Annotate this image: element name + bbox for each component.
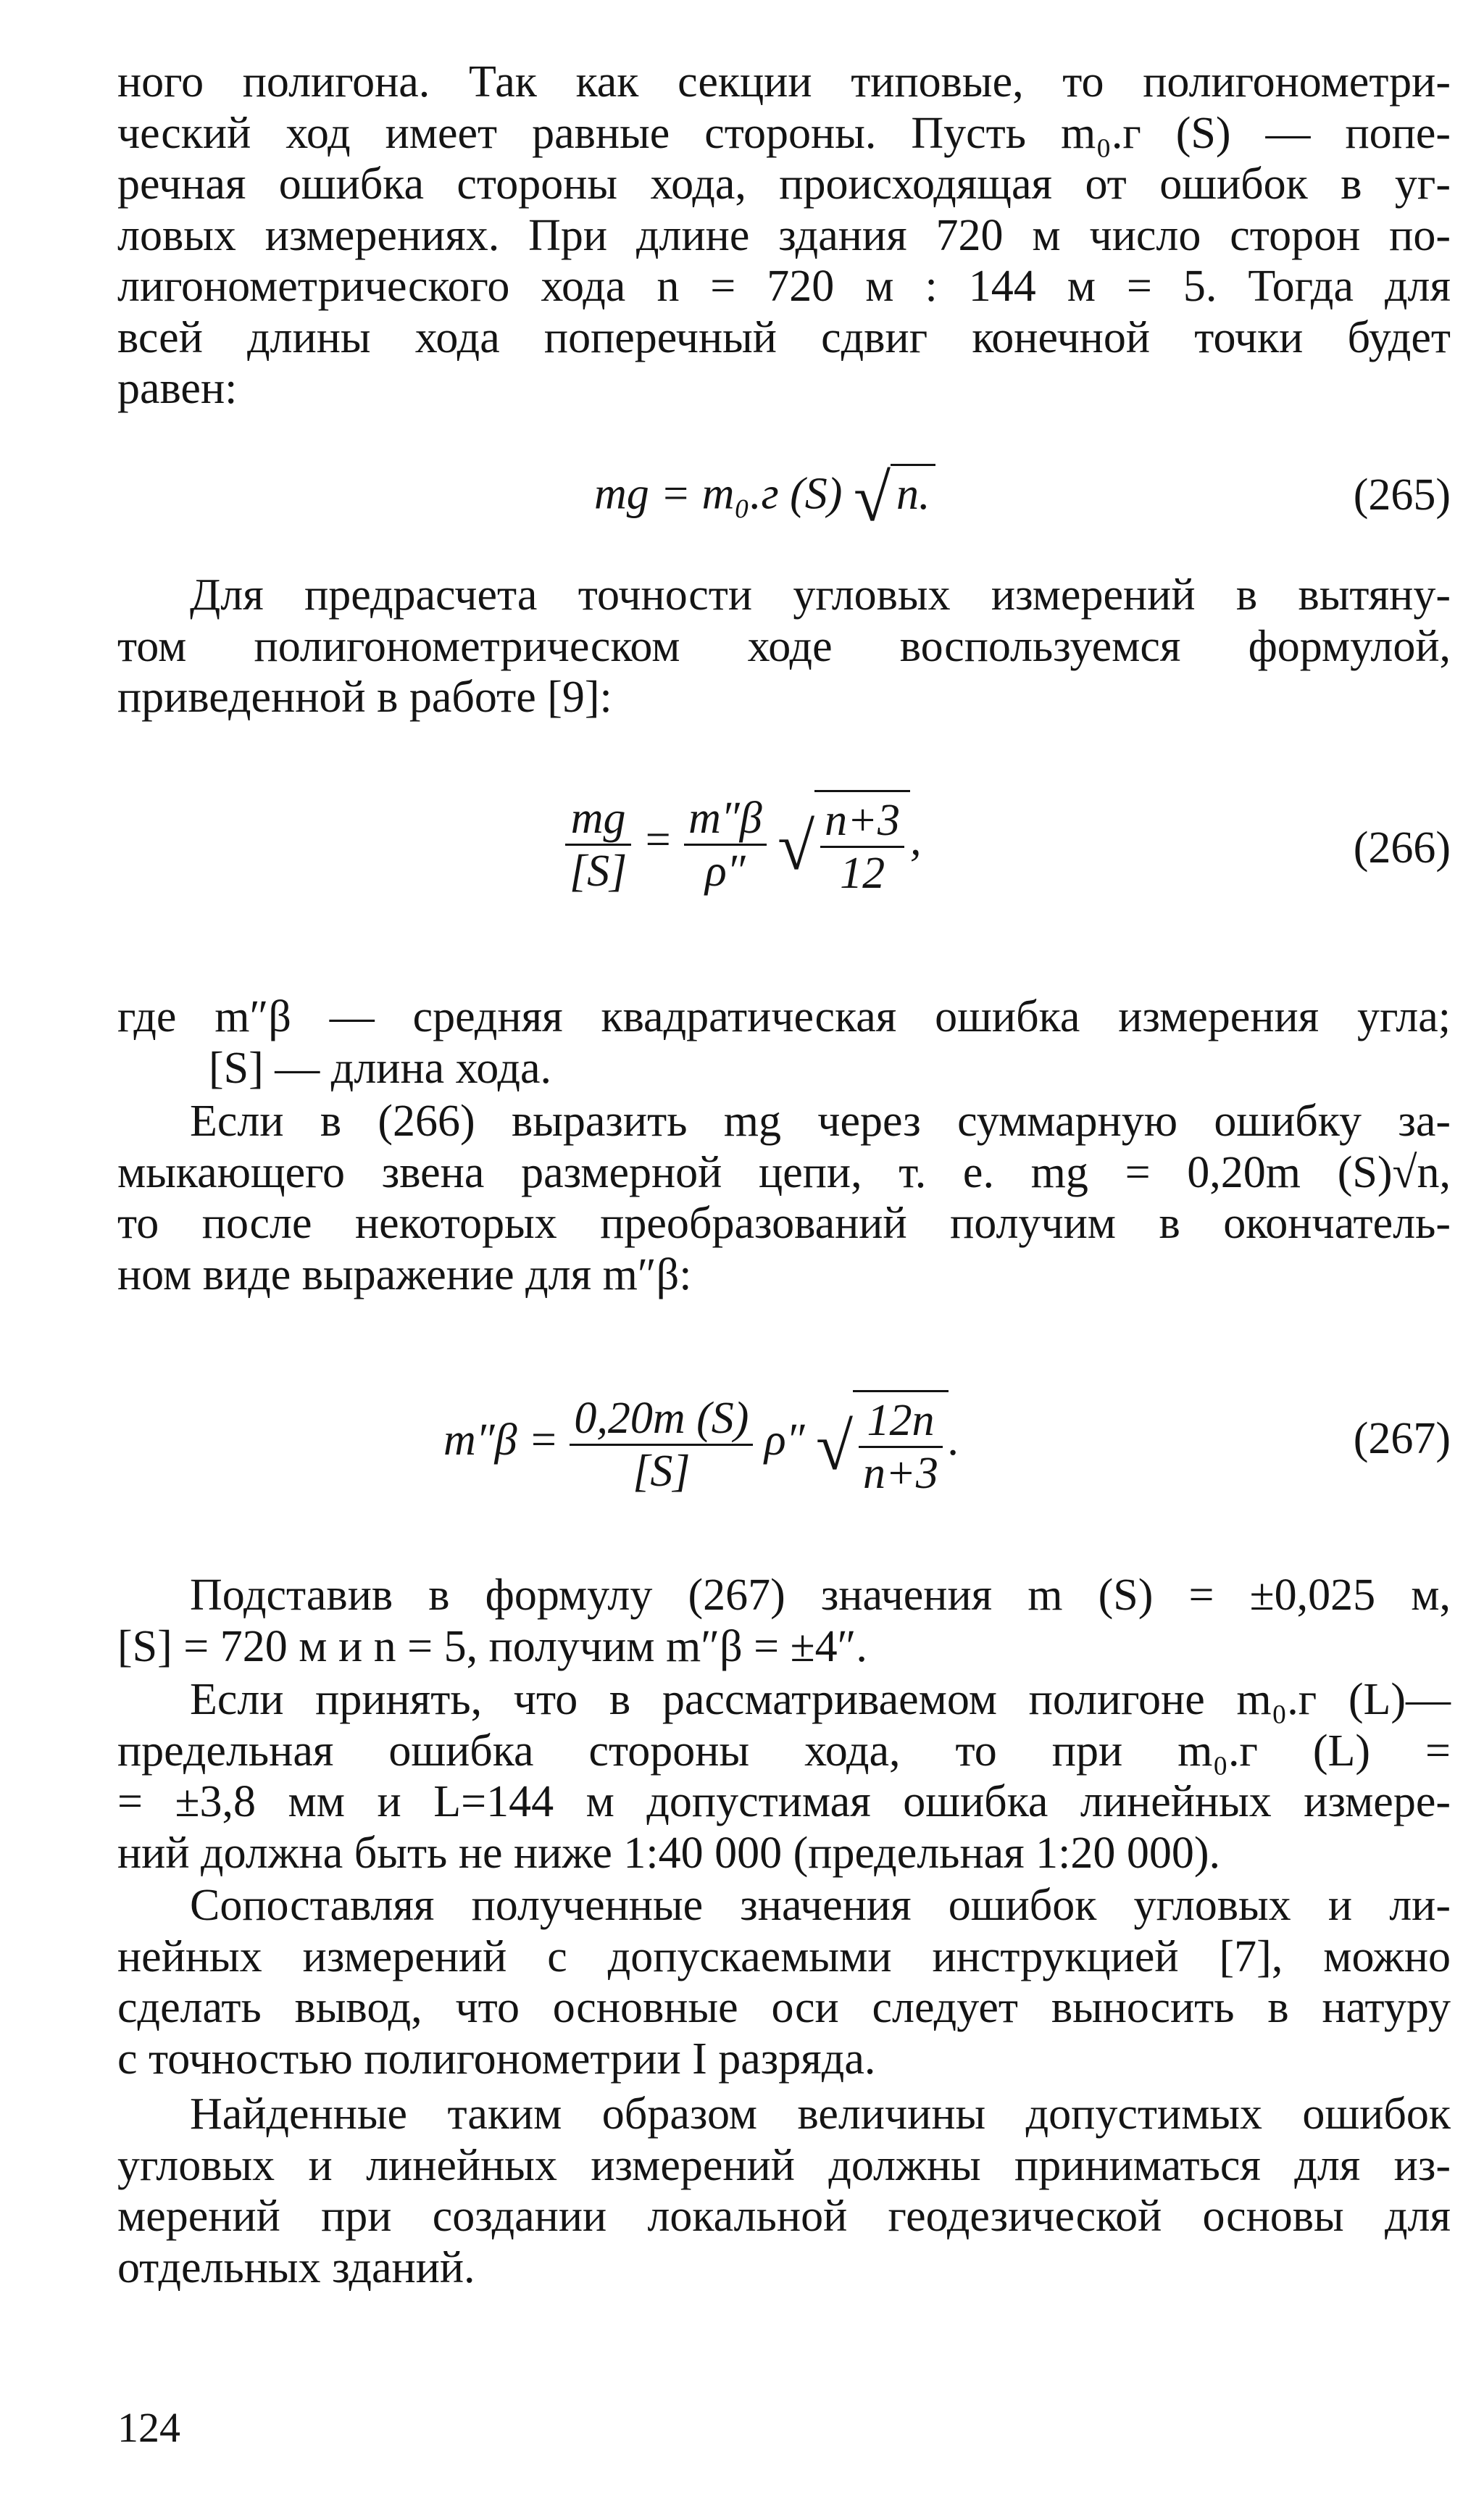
equation-266: $\frac{mg}{[S]}$ = $\frac{m''\beta}{\rho''}$ √ $\frac{n+3}{12}$ ,	[565, 790, 921, 899]
text-line: угловых и линейных измерений должны приниматься для из-	[117, 2140, 1451, 2190]
text-line: речная ошибка стороны хода, происходящая от ошибок в уг-	[117, 159, 1451, 209]
text-line: [S] = 720 м и n = 5, получим m″β = ±4″.	[117, 1621, 867, 1671]
text-line: [S] — длина хода.	[209, 1043, 552, 1093]
text-line: Найденные таким образом величины допустимых ошибок	[190, 2089, 1451, 2139]
sqrt-symbol	[816, 1390, 949, 1499]
paragraph-4	[117, 1096, 1451, 1300]
text-line: нейных измерений с допускаемыми инструкцией [7], можно	[117, 1931, 1451, 1981]
fraction-020mS-over-S: $\frac{0,20m (S)}{[S]}$	[570, 1393, 753, 1497]
paragraph-5	[117, 1570, 1451, 1672]
text-line: то после некоторых преобразований получим в окончатель-	[117, 1199, 1451, 1248]
equation-number-267: (267)	[1353, 1414, 1451, 1463]
text-line: Для предрасчета точности угловых измерений в вытяну-	[190, 570, 1451, 620]
text-line: Если принять, что в рассматриваемом полигоне m₀.г (L)—	[190, 1675, 1451, 1724]
equation-267: m″β = $\frac{0,20m (S)}{[S]}$ ρ″ √ $\frac{12n}{n+3}$ .	[443, 1390, 959, 1499]
radicand-fraction: $\frac{n+3}{12}$	[820, 795, 904, 899]
equation-lhs: mg = m₀.г (S)	[594, 469, 843, 519]
text-line: сделать вывод, что основные оси следует выносить в натуру	[117, 1983, 1451, 2032]
rho-symbol: ρ″	[764, 1415, 805, 1465]
radical-sign-icon: √	[816, 1410, 854, 1484]
text-line: всей длины хода поперечный сдвиг конечной точки будет	[117, 312, 1451, 362]
text-line: ний должна быть не ниже 1:40 000 (предельная 1:20 000).	[117, 1828, 1221, 1878]
paragraph-2	[117, 570, 1451, 723]
text-line: предельная ошибка стороны хода, то при m₀.г (L) =	[117, 1726, 1451, 1776]
radicand: n.	[891, 464, 936, 520]
radical-sign-icon: √	[778, 810, 815, 884]
text-line: где m″β — средняя квадратическая ошибка измерения угла;	[117, 992, 1451, 1041]
text-line: Подставив в формулу (267) значения m (S) = ±0,025 м,	[190, 1571, 1451, 1620]
fraction-mg-over-S: $\frac{mg}{[S]}$	[565, 793, 631, 897]
text-line: Если в (266) выразить mg через суммарную ошибку за-	[190, 1097, 1451, 1146]
text-line: ческий ход имеет равные стороны. Пусть m₀.г (S) — попе-	[117, 108, 1451, 158]
text-line: ном виде выражение для m″β:	[117, 1249, 692, 1299]
text-line: с точностью полигонометрии I разряда.	[117, 2034, 876, 2084]
paragraph-7	[117, 1880, 1451, 2084]
text-line: отдельных зданий.	[117, 2242, 475, 2292]
equation-lhs: m″β =	[443, 1415, 559, 1465]
page-number: 124	[117, 2404, 180, 2451]
sqrt-symbol	[853, 461, 936, 536]
paragraph-8	[117, 2089, 1451, 2293]
paragraph-1	[117, 57, 1451, 415]
fraction-mbeta-over-rho: $\frac{m''\beta}{\rho''}$	[684, 793, 766, 897]
text-line: = ±3,8 мм и L=144 м допустимая ошибка линейных измере-	[117, 1777, 1451, 1826]
text-line: равен:	[117, 364, 238, 413]
text-line: лигонометрического хода n = 720 м : 144 м = 5. Тогда для	[117, 262, 1451, 311]
radicand-fraction: $\frac{12n}{n+3}$	[859, 1395, 943, 1499]
text-line: ного полигона. Так как секции типовые, то полигонометри-	[117, 57, 1451, 107]
text-line: том полигонометрическом ходе воспользуемся формулой,	[117, 621, 1451, 671]
text-line: мерений при создании локальной геодезической основы для	[117, 2192, 1451, 2241]
paragraph-3	[117, 991, 1451, 1094]
text-line: ловых измерениях. При длине здания 720 м число сторон по-	[117, 210, 1451, 260]
equals-sign: =	[642, 815, 673, 865]
text-line: приведенной в работе [9]:	[117, 673, 612, 722]
radical-sign-icon: √	[853, 461, 891, 536]
text-line: Сопоставляя полученные значения ошибок угловых и ли-	[190, 1881, 1451, 1930]
text-line: мыкающего звена размерной цепи, т. е. mg = 0,20m (S)√n,	[117, 1147, 1451, 1197]
equation-265	[594, 461, 935, 536]
equation-number-265: (265)	[1353, 470, 1451, 520]
paragraph-6	[117, 1674, 1451, 1879]
equation-number-266: (266)	[1353, 823, 1451, 873]
sqrt-symbol	[778, 790, 910, 899]
